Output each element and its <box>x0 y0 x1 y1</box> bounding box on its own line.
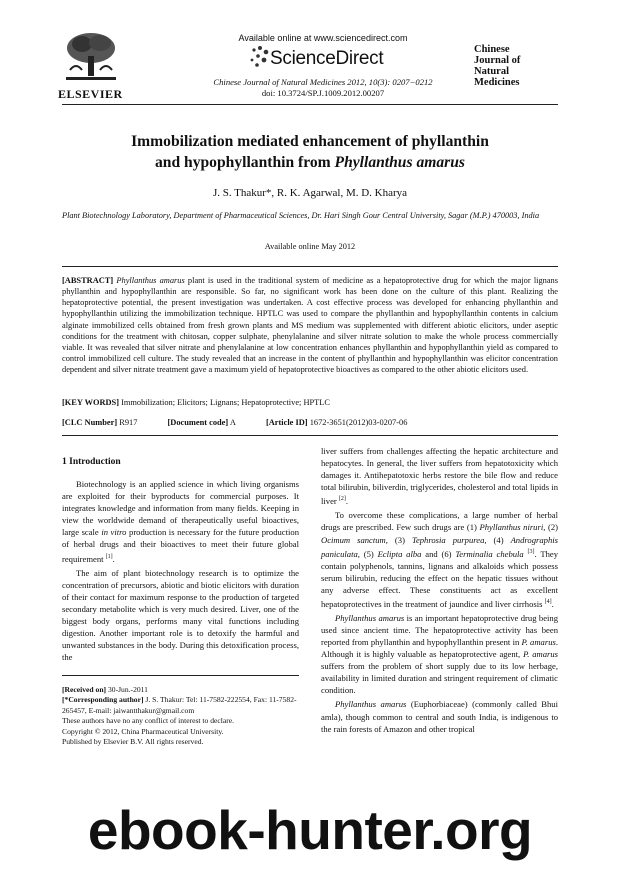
available-online: Available online May 2012 <box>264 242 356 251</box>
paragraph: Phyllanthus amarus (Euphorbiaceae) (commonly called Bhui amla), though common to central and south India, is indigenous to the rain forests of Amazon and other tropical <box>321 699 558 734</box>
section-heading: 1 Introduction <box>62 457 121 467</box>
sciencedirect-brand: ScienceDirect <box>270 48 384 69</box>
paragraph: Biotechnology is an applied science in which living organisms are exploited for their byproducts for commercial purposes. It integrates knowledge and information from many fields. Keeping in view the worldwide demand of therapeutically useful bioactives, large scale in vitro production is necessary for the future production of herbal drugs and their bioactives to meet their future global requirement [1]. <box>62 479 299 564</box>
abstract-bottom-rule <box>62 435 558 436</box>
article-title: Immobilization mediated enhancement of phyllanthin and hypophyllanthin from Phyllanthus amarus <box>131 133 489 171</box>
journal-title: Chinese Journal of Natural Medicines <box>474 44 521 88</box>
authors: J. S. Thakur*, R. K. Agarwal, M. D. Kharya <box>212 187 408 199</box>
online-availability[interactable]: Available online at www.sciencedirect.com <box>238 33 408 43</box>
paragraph: The aim of plant biotechnology research is to optimize the concentration of precursors, abiotic and biotic elicitors with duration of their contact for maximum response to the production of targeted secondary metabolite which is very much desired. Liver, one of the biggest body organs, performs many vital functions including digestion. Another important role is to detoxify the harmful and unwanted substances in the body. During this detoxification process, the <box>62 567 299 663</box>
watermark: ebook-hunter.org <box>87 799 533 861</box>
footnote-rule <box>62 675 299 676</box>
journal-citation: Chinese Journal of Natural Medicines 2012, 10(3): 0207−0212 <box>213 77 433 87</box>
publisher-name: ELSEVIER <box>58 87 123 101</box>
affiliation: Plant Biotechnology Laboratory, Department of Pharmaceutical Sciences, Dr. Hari Singh Gour Central University, Sagar (M.P.) 470003, India <box>62 211 540 220</box>
left-column <box>62 478 299 663</box>
paragraph: Phyllanthus amarus is an important hepatoprotective drug being used since ancient time. The hepatoprotective activity has been reported from phyllanthin and hypophyllanthin present in P. amarus. Although it is highly valuable as hepatoprotective agent, P. amarus suffers from the problem of short supply due to its low herbage, availability in limited duration and stringent requirement of climatic condition. <box>321 612 559 696</box>
footnotes: [Received on] 30-Jun.-2011 [*Corresponding author] J. S. Thakur: Tel: 11-7582-222554, Fax: 11-7582-265457, E-mail: jaiwantthakur@gmail.com These authors have no any conflict of interest to declare. Copyright © 2012, China Pharmaceutical University. Published by Elsevier B.V. All rights reserved. <box>62 685 297 747</box>
header-rule <box>62 104 558 105</box>
paragraph: liver suffers from challenges affecting the hepatic architecture and hepatocytes. In general, the liver suffers from hepatotoxicity which damages it. Antihepatotoxic herbs restore the bile flow and reduce total bilirubin, biliverdin, triglycerides, cholesterol and total lipids in liver [2]. <box>321 446 558 507</box>
right-column <box>321 445 558 735</box>
elsevier-tree-logo <box>62 30 120 82</box>
doi[interactable]: doi: 10.3724/SP.J.1009.2012.00207 <box>261 88 385 98</box>
abstract: [ABSTRACT] Phyllanthus amarus plant is used in the traditional system of medicine as a hepatoprotective drug for which the major lignans phyllanthin and hypophyllanthin are responsible. So far, no significant work has been done on the culture of this plant. Realizing the hepatoprotective potential, the present investigation was undertaken. A cost effective process was developed for enhancing phyllanthin and hypophyllanthin utilizing the immobilization technique. HPTLC was used to compare the phyllanthin and hypophyllanthin contents in calcium alginate immobilized cells obtained from fresh grown plants and MS medium was supplemented with different abiotic elicitors, under aseptic conditions for the treatment with chitosan, copper sulphate, phenylalanine and silver nitrate solution to make the whole process commercially viable. It was revealed that silver nitrate and phenylalanine at low concentration enhances phyllanthin and hypophyllanthin yield as compared to control immobilized cell culture. The study revealed that an increase in the content of phyllanthin and hypophyllanthin was elicitor concentration dependent and silver nitrate treatment gave a maximum yield of hepatoprotective bioactives as compared to the other abiotic elicitors used. <box>62 276 559 375</box>
keywords: [KEY WORDS] Immobilization; Elicitors; Lignans; Hepatoprotective; HPTLC <box>62 398 330 407</box>
classification-line: [CLC Number] R917 [Document code] A [Article ID] 1672-3651(2012)03-0207-06 <box>62 418 408 427</box>
abstract-top-rule <box>62 266 558 267</box>
paragraph: To overcome these complications, a large number of herbal drugs are prescribed. Few such drugs are (1) Phyllanthus niruri, (2) Ocimum sanctum, (3) Tephrosia purpurea, (4) Andrographis paniculata, (5) Eclipta alba and (6) Terminalia chebula [3]. They contain polyphenols, tannins, lignans and alkaloids which possess serum bilirubin, reducing the effect on the hepatic tissues without any adverse effect. These constituents act as excellent hepatoprotectives in the treatment of jaundice and liver cirrhosis [4]. <box>321 510 559 609</box>
